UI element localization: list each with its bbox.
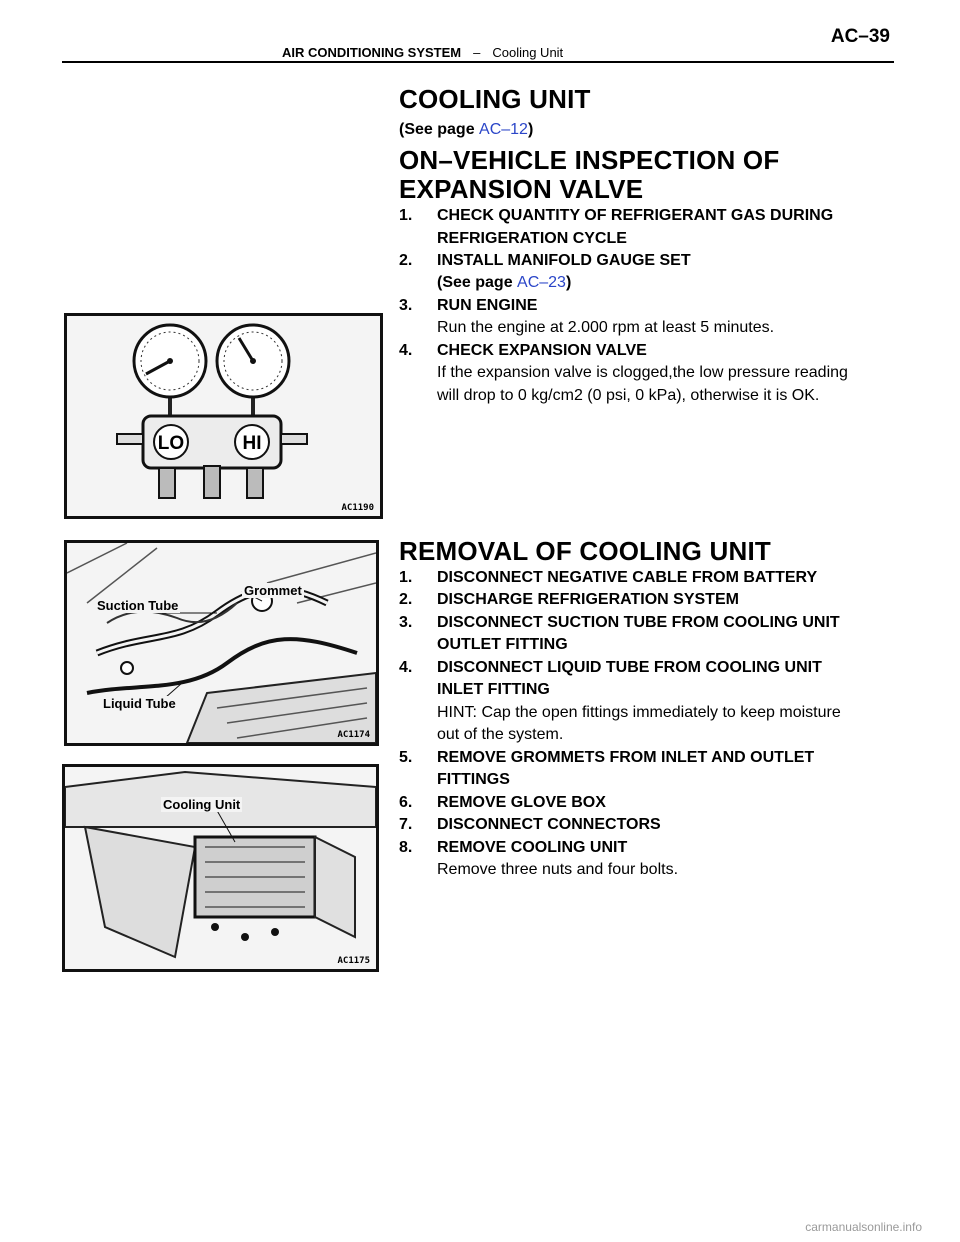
- removal-step-8-note: Remove three nuts and four bolts.: [437, 861, 679, 878]
- inspection-step-4-note-line1: If the expansion valve is clogged,the low pressure reading: [437, 364, 848, 381]
- hi-label: HI: [242, 433, 262, 454]
- footer-watermark: carmanualsonline.info: [805, 1220, 922, 1234]
- figure-code: AC1174: [337, 730, 370, 740]
- figure-code: AC1190: [341, 503, 374, 513]
- inspection-title-line1: ON–VEHICLE INSPECTION OF: [399, 145, 780, 175]
- header-section: AIR CONDITIONING SYSTEM: [282, 45, 462, 60]
- removal-step-3-line2: OUTLET FITTING: [437, 636, 568, 653]
- inspection-step-4-note-line2: will drop to 0 kg/cm2 (0 psi, 0 kPa), otherwise it is OK.: [437, 387, 820, 404]
- figure-code: AC1175: [337, 956, 370, 966]
- callout-grommet: Grommet: [244, 583, 302, 598]
- inspection-step-3-note: Run the engine at 2.000 rpm at least 5 minutes.: [437, 319, 775, 336]
- running-header: [282, 45, 563, 60]
- header-subsection: Cooling Unit: [492, 45, 564, 60]
- see-page-prefix: (See page: [399, 121, 480, 138]
- callout-cooling-unit: Cooling Unit: [163, 797, 241, 812]
- tubes-illustration: [67, 543, 376, 743]
- see-page-suffix: ): [527, 121, 534, 138]
- page-title: COOLING UNIT: [399, 84, 591, 114]
- removal-step-4-hint-line1: HINT: Cap the open fittings immediately to keep moisture: [437, 704, 841, 721]
- manifold-gauge-illustration: [67, 316, 380, 516]
- figure-suction-liquid-tubes: [64, 540, 379, 746]
- see-page-link[interactable]: AC–12: [479, 121, 528, 138]
- removal-step-4-hint-line2: out of the system.: [437, 726, 564, 743]
- see-page-link-ac23[interactable]: AC–23: [517, 274, 566, 291]
- lo-label: LO: [157, 433, 185, 454]
- removal-title: REMOVAL OF COOLING UNIT: [399, 536, 771, 566]
- see-page-reference: [399, 121, 533, 139]
- header-separator: –: [473, 45, 481, 60]
- figure-cooling-unit: [62, 764, 379, 972]
- inspection-step-1-line2: REFRIGERATION CYCLE: [437, 230, 627, 247]
- figure-manifold-gauge: [64, 313, 383, 519]
- removal-step-5-line2: FITTINGS: [437, 771, 510, 788]
- callout-suction-tube: Suction Tube: [97, 598, 179, 613]
- inspection-step-2-see-page: (See page AC–23): [437, 274, 572, 291]
- page-number: AC–39: [830, 26, 890, 47]
- header-rule: [62, 61, 894, 63]
- removal-step-4-line2: INLET FITTING: [437, 681, 550, 698]
- inspection-title-line2: EXPANSION VALVE: [399, 174, 644, 204]
- callout-liquid-tube: Liquid Tube: [103, 696, 176, 711]
